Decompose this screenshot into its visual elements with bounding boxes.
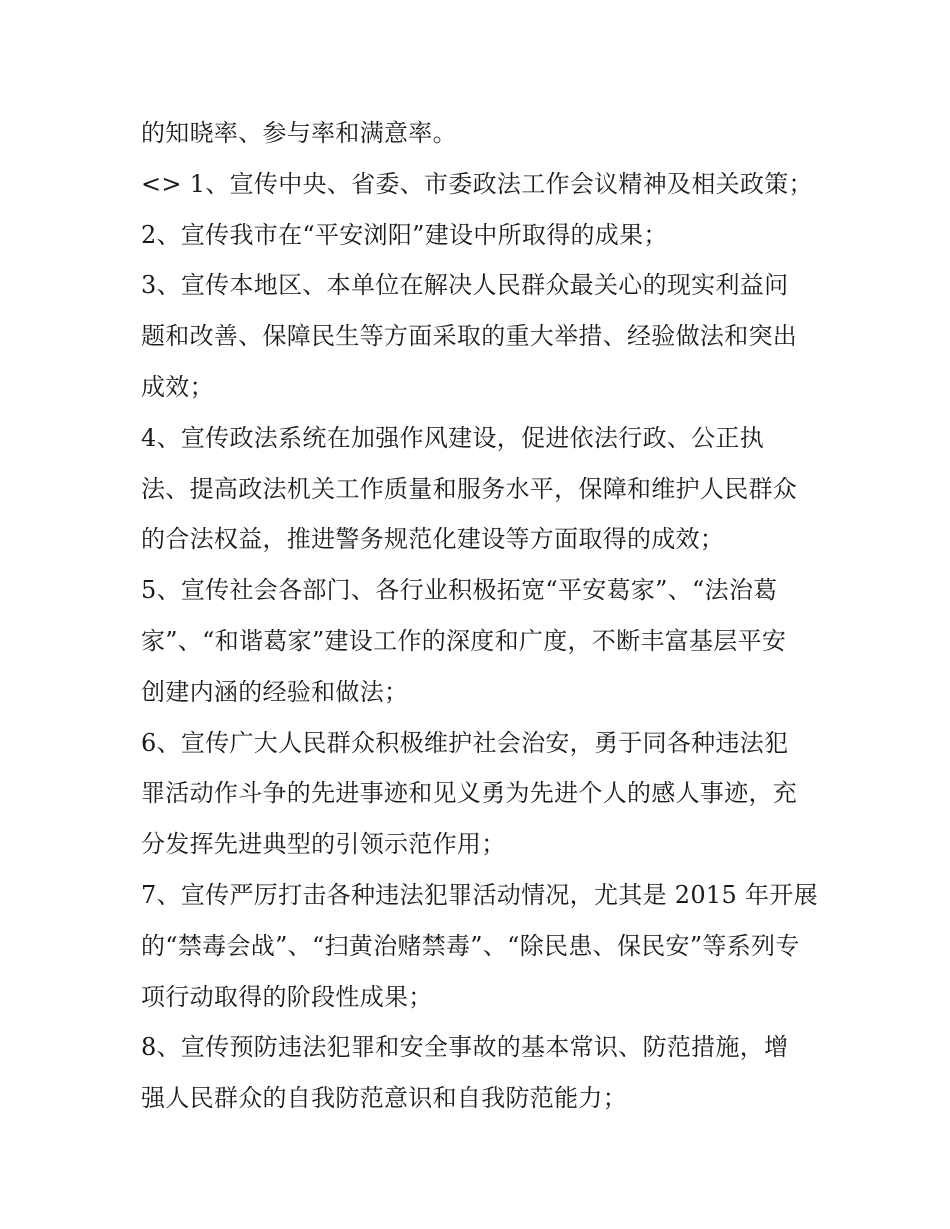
text-line: 5、宣传社会各部门、各行业积极拓宽“平安葛家”、“法治葛: [141, 576, 778, 605]
text-line: 分发挥先进典型的引领示范作用；: [141, 830, 506, 859]
text-line: 罪活动作斗争的先进事迹和见义勇为先进个人的感人事迹，充: [141, 779, 798, 808]
text-line: 6、宣传广大人民群众积极维护社会治安，勇于同各种违法犯: [141, 728, 789, 757]
text-line: 的“禁毒会战”、“扫黄治赌禁毒”、“除民患、保民安”等系列专: [141, 931, 800, 960]
text-line: 家”、“和谐葛家”建设工作的深度和广度，不断丰富基层平安: [141, 626, 787, 655]
text-line: 2、宣传我市在“平安浏阳”建设中所取得的成果；: [141, 220, 668, 249]
text-line: <> 1、宣传中央、省委、市委政法工作会议精神及相关政策；: [141, 169, 813, 198]
text-line: 创建内涵的经验和做法；: [141, 677, 409, 706]
text-line: 成效；: [141, 372, 214, 401]
text-line: 项行动取得的阶段性成果；: [141, 982, 433, 1011]
text-line: 的合法权益，推进警务规范化建设等方面取得的成效；: [141, 525, 725, 554]
text-line: 的知晓率、参与率和满意率。: [141, 119, 457, 147]
text-line: 3、宣传本地区、本单位在解决人民群众最关心的现实利益问: [141, 271, 789, 300]
text-line: 法、提高政法机关工作质量和服务水平，保障和维护人民群众: [141, 474, 798, 503]
document-body: [141, 108, 821, 1124]
text-line: 4、宣传政法系统在加强作风建设，促进依法行政、公正执: [141, 423, 765, 452]
text-line: 7、宣传严厉打击各种违法犯罪活动情况，尤其是 2015 年开展: [141, 880, 818, 909]
text-line: 强人民群众的自我防范意识和自我防范能力；: [141, 1084, 627, 1113]
text-line: 题和改善、保障民生等方面采取的重大举措、经验做法和突出: [141, 322, 798, 351]
text-line: 8、宣传预防违法犯罪和安全事故的基本常识、防范措施，增: [141, 1033, 789, 1062]
